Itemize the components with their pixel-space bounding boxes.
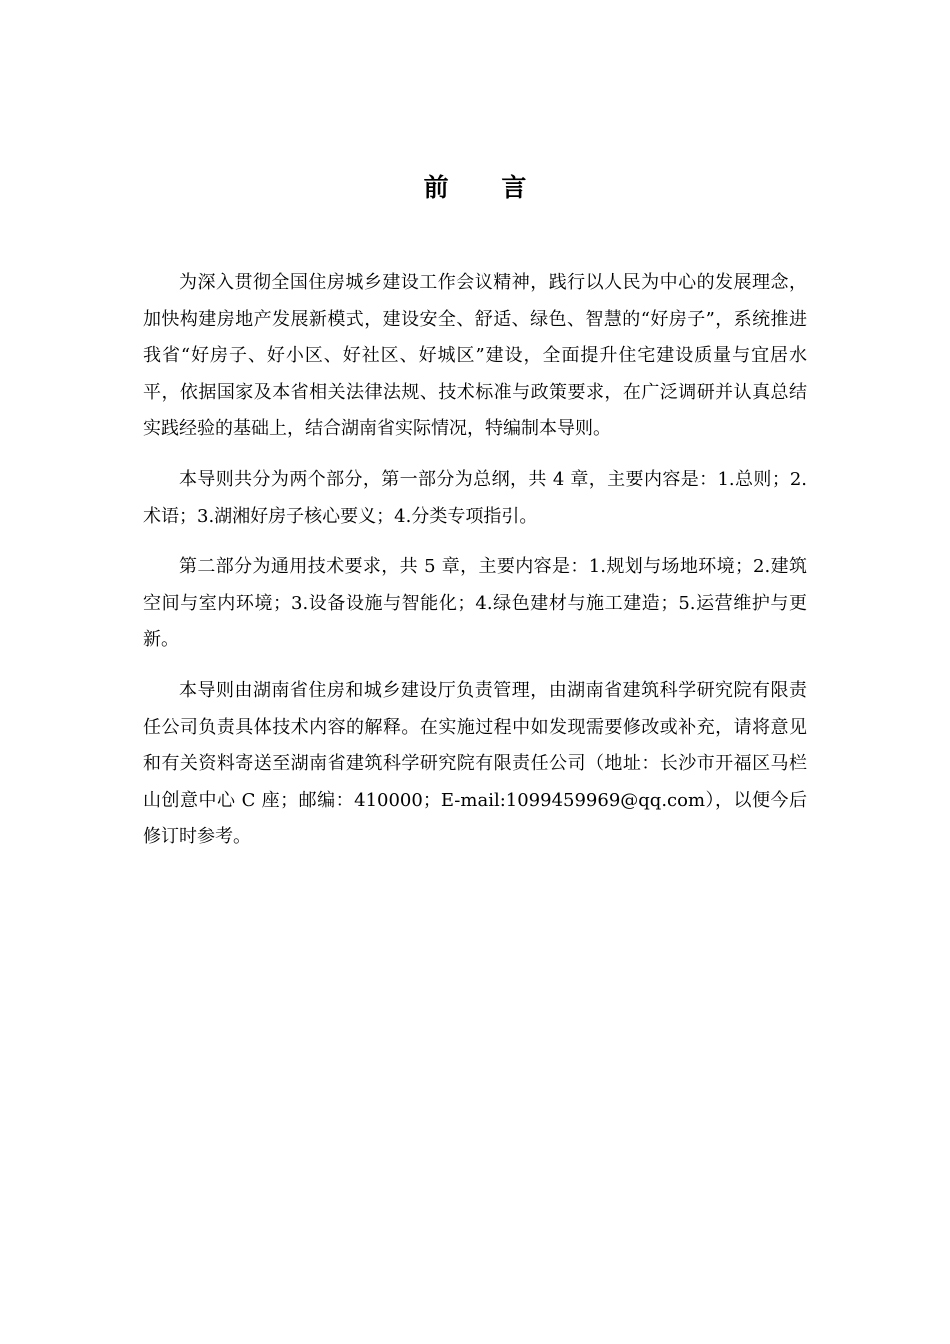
paragraph-intro: 为深入贯彻全国住房城乡建设工作会议精神，践行以人民为中心的发展理念，加快构建房地产发展新模式，建设安全、舒适、绿色、智慧的“好房子”，系统推进我省“好房子、好小区、好社区、好城区”建设，全面提升住宅建设质量与宜居水平，依据国家及本省相关法律法规、技术标准与政策要求，在广泛调研并认真总结实践经验的基础上，结合湖南省实际情况，特编制本导则。 [143, 272, 807, 440]
page-title: 前 言 [423, 173, 549, 202]
paragraph-part-two: 第二部分为通用技术要求，共 5 章，主要内容是：1.规划与场地环境；2.建筑空间与室内环境；3.设备设施与智能化；4.绿色建材与施工建造；5.运营维护与更新。 [143, 556, 807, 651]
paragraph-part-one: 本导则共分为两个部分，第一部分为总纲，共 4 章，主要内容是：1.总则；2.术语；3.湖湘好房子核心要义；4.分类专项指引。 [143, 468, 807, 527]
document-body [143, 265, 807, 870]
paragraph-management: 本导则由湖南省住房和城乡建设厅负责管理，由湖南省建筑科学研究院有限责任公司负责具体技术内容的解释。在实施过程中如发现需要修改或补充，请将意见和有关资料寄送至湖南省建筑科学研究院有限责任公司（地址：长沙市开福区马栏山创意中心 C 座；邮编：410000；E-mail:1099459969@qq.com），以便今后修订时参考。 [143, 679, 807, 848]
